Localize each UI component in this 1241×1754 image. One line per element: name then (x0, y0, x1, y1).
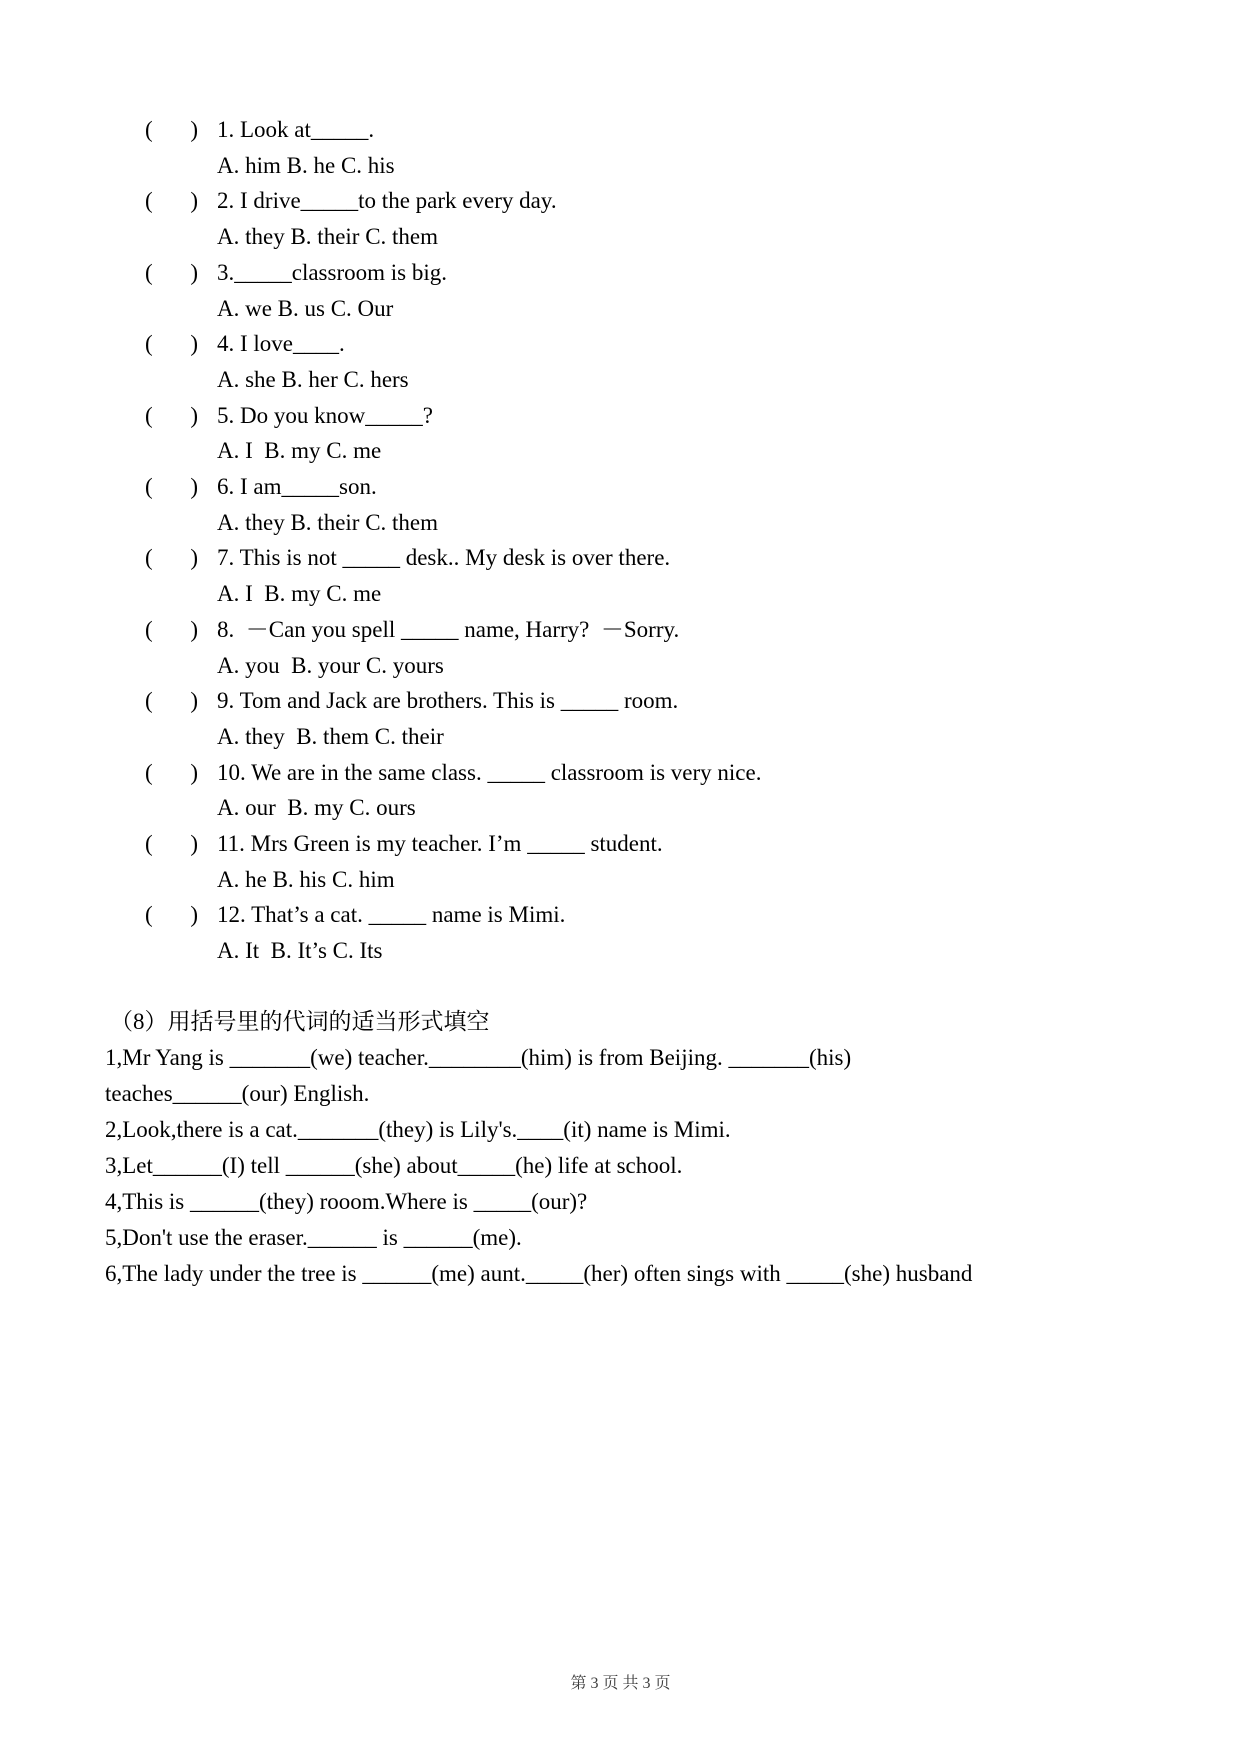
answer-paren-right: ) (190, 117, 198, 142)
mc-question-row (0, 255, 1241, 291)
mc-question-stem: 2. I drive_____to the park every day. (217, 188, 557, 214)
mc-question-row (0, 183, 1241, 219)
mc-question-row (0, 469, 1241, 505)
answer-parens (145, 183, 198, 219)
answer-paren-right: ) (190, 759, 198, 785)
fill-blank-line: 4,This is ______(they) rooom.Where is _____(our)? (105, 1189, 588, 1214)
mc-question-stem: 5. Do you know_____? (217, 402, 433, 428)
answer-parens (145, 755, 198, 791)
answer-parens (145, 683, 198, 719)
mc-question-options: A. I B. my C. me (217, 438, 382, 464)
answer-paren-right: ) (190, 902, 198, 928)
mc-question-options: A. she B. her C. hers (217, 366, 409, 392)
answer-parens (145, 612, 198, 648)
answer-parens (145, 326, 198, 362)
mc-question-row (0, 755, 1241, 791)
mc-question-stem: 8. －Can you spell _____ name, Harry? －Sorry. (217, 616, 680, 642)
answer-paren-left: ( (145, 759, 153, 785)
answer-paren-right: ) (190, 545, 198, 571)
mc-question-options: A. he B. his C. him (217, 866, 395, 892)
mc-question-row (0, 398, 1241, 434)
mc-question-options: A. you B. your C. yours (217, 652, 444, 678)
mc-question-options: A. they B. their C. them (217, 509, 439, 535)
answer-parens (145, 469, 198, 505)
answer-paren-right: ) (190, 688, 198, 714)
answer-paren-left: ( (145, 402, 153, 428)
mc-question-options: A. I B. my C. me (217, 581, 382, 607)
mc-question-options: A. him B. he C. his (217, 152, 395, 178)
answer-paren-right: ) (190, 831, 198, 857)
fill-blank-line: 1,Mr Yang is _______(we) teacher.________(him) is from Beijing. _______(his) (105, 1045, 852, 1070)
fill-blank-line: 6,The lady under the tree is ______(me) aunt._____(her) often sings with _____(she) husband (105, 1261, 973, 1286)
mc-question-stem: 4. I love____. (217, 331, 345, 357)
answer-parens (145, 255, 198, 291)
answer-paren-right: ) (190, 259, 198, 285)
multiple-choice-section (0, 112, 1241, 969)
answer-parens (145, 112, 198, 148)
mc-question-stem: 3._____classroom is big. (217, 259, 447, 285)
section-title: （8）用括号里的代词的适当形式填空 (110, 1009, 490, 1034)
mc-question-row (0, 683, 1241, 719)
mc-question-stem: 1. Look at_____. (217, 117, 375, 142)
answer-paren-left: ( (145, 831, 153, 857)
answer-paren-left: ( (145, 259, 153, 285)
fill-blank-line: 5,Don't use the eraser.______ is ______(me). (105, 1225, 522, 1250)
fill-in-blank-section (0, 1004, 1241, 1292)
mc-question-stem: 11. Mrs Green is my teacher. I’m _____ student. (217, 831, 663, 857)
mc-question-row (0, 326, 1241, 362)
mc-question-stem: 9. Tom and Jack are brothers. This is _____ room. (217, 688, 679, 714)
answer-parens (145, 398, 198, 434)
answer-paren-left: ( (145, 117, 153, 142)
mc-question-options: A. they B. them C. their (217, 723, 444, 749)
answer-paren-right: ) (190, 188, 198, 214)
answer-paren-left: ( (145, 688, 153, 714)
mc-question-row (0, 540, 1241, 576)
answer-parens (145, 897, 198, 933)
answer-paren-left: ( (145, 616, 153, 642)
mc-question-options: A. our B. my C. ours (217, 795, 416, 821)
mc-question-options: A. they B. their C. them (217, 224, 439, 250)
mc-question-options: A. we B. us C. Our (217, 295, 394, 321)
mc-question-row (0, 112, 1241, 148)
answer-paren-right: ) (190, 616, 198, 642)
fill-blank-line: 3,Let______(I) tell ______(she) about_____(he) life at school. (105, 1153, 683, 1178)
page-footer: 第 3 页 共 3 页 (570, 1675, 671, 1692)
answer-paren-right: ) (190, 474, 198, 500)
answer-parens (145, 826, 198, 862)
answer-paren-left: ( (145, 545, 153, 571)
fill-blank-line: teaches______(our) English. (105, 1081, 370, 1106)
fill-blank-line: 2,Look,there is a cat._______(they) is Lily's.____(it) name is Mimi. (105, 1117, 731, 1142)
mc-question-options: A. It B. It’s C. Its (217, 938, 383, 964)
answer-parens (145, 540, 198, 576)
mc-question-stem: 10. We are in the same class. _____ classroom is very nice. (217, 759, 762, 785)
answer-paren-left: ( (145, 331, 153, 357)
answer-paren-right: ) (190, 402, 198, 428)
mc-question-stem: 6. I am_____son. (217, 474, 377, 500)
answer-paren-left: ( (145, 188, 153, 214)
mc-question-stem: 12. That’s a cat. _____ name is Mimi. (217, 902, 566, 928)
answer-paren-left: ( (145, 902, 153, 928)
mc-question-row (0, 897, 1241, 933)
answer-paren-right: ) (190, 331, 198, 357)
mc-question-row (0, 826, 1241, 862)
answer-paren-left: ( (145, 474, 153, 500)
mc-question-stem: 7. This is not _____ desk.. My desk is over there. (217, 545, 671, 571)
mc-question-row (0, 612, 1241, 648)
